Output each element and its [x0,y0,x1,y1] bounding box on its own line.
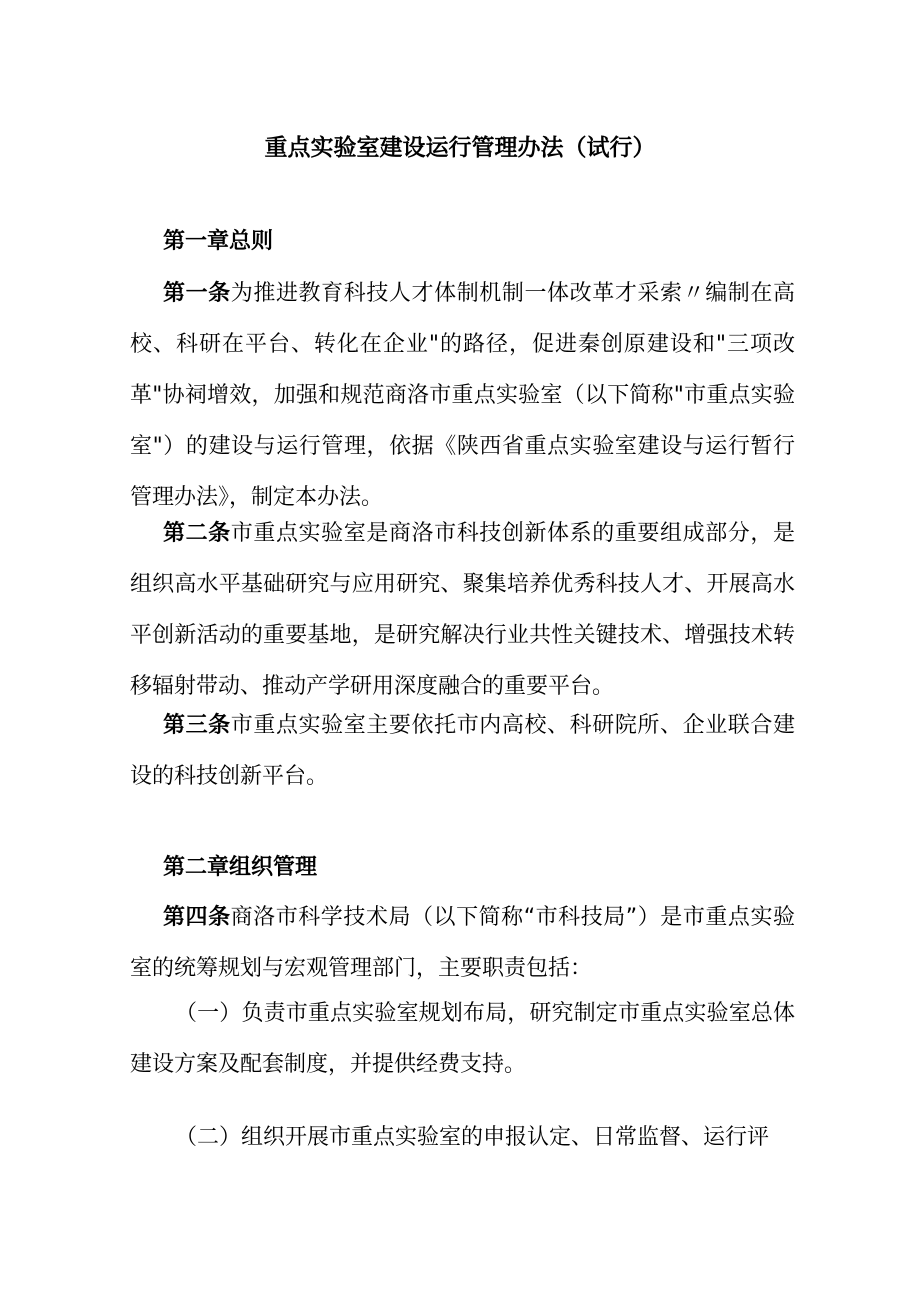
article-text: 为推进教育科技人才体制机制一体改革才采索〃编制在高校、科研在平台、转化在企业"的路径，促进秦创原建设和"三项改革"协祠增效，加强和规范商洛市重点实验室（以下简称"市重点实验室"）的建设与运行管理，依据《陕西省重点实验室建设与运行暂行管理办法》，制定本办法。 [130,281,795,510]
article-3 [130,700,795,802]
article-label: 第三条 [163,713,231,738]
article-1 [130,268,795,523]
article-label: 第一条 [163,281,231,306]
article-4 [130,892,795,994]
article-text: 市重点实验室是商洛市科技创新体系的重要组成部分，是组织高水平基础研究与应用研究、聚集培养优秀科技人才、开展高水平创新活动的重要基地，是研究解决行业共性关键技术、增强技术转移辐射带动、推动产学研用深度融合的重要平台。 [130,521,795,699]
list-item: （二）组织开展市重点实验室的申报认定、日常监督、运行评 [175,1125,770,1150]
article-label: 第二条 [163,521,231,546]
article-text: 商洛市科学技术局（以下简称“市科技局”）是市重点实验室的统筹规划与宏观管理部门，主要职责包括： [130,905,795,981]
article-label: 第四条 [163,905,231,930]
article-text: 市重点实验室主要依托市内高校、科研院所、企业联合建设的科技创新平台。 [130,713,795,789]
chapter-heading-2: 第二章组织管理 [163,855,318,880]
article-2 [130,508,795,712]
document-title: 重点实验室建设运行管理办法（试行） [264,135,656,161]
list-item: （一）负责市重点实验室规划布局，研究制定市重点实验室总体建设方案及配套制度，并提供经费支持。 [130,1001,795,1077]
chapter-heading-1: 第一章总则 [163,229,274,254]
